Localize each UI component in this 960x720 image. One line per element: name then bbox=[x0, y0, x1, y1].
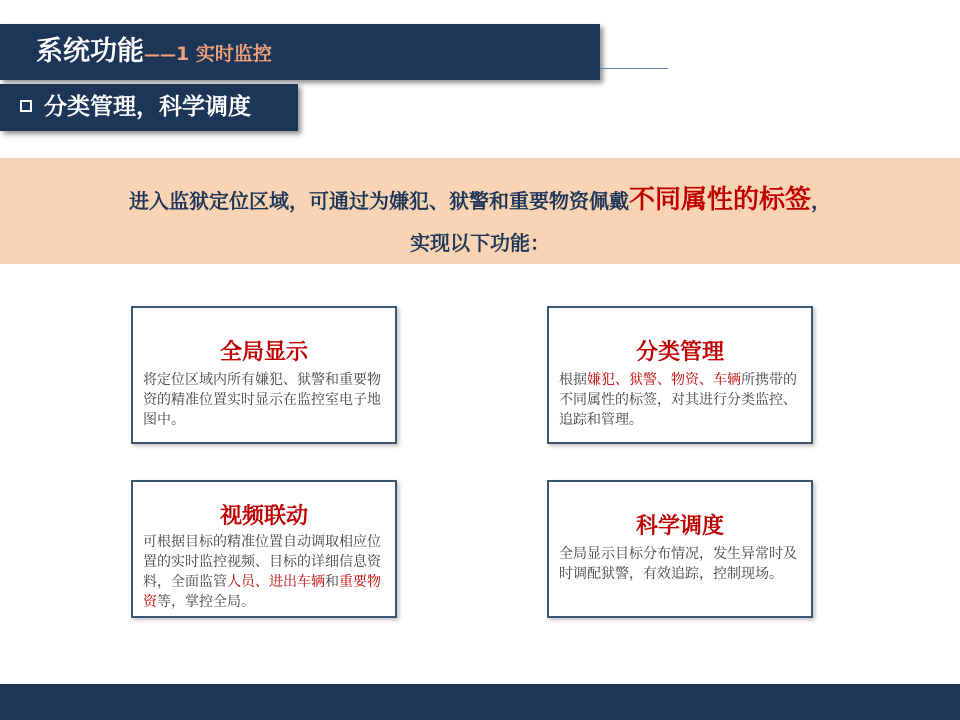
section-bar bbox=[0, 84, 298, 131]
card-title: 全局显示 bbox=[219, 340, 308, 365]
square-bullet-icon bbox=[20, 100, 32, 112]
feature-card-global-display bbox=[131, 306, 397, 444]
card-highlight: 、 bbox=[615, 372, 629, 388]
page-title bbox=[36, 32, 272, 75]
card-highlight: 嫌犯 bbox=[587, 372, 615, 388]
feature-card-classified-management bbox=[547, 306, 813, 444]
card-highlight: 、 bbox=[699, 372, 713, 388]
footer-bar bbox=[0, 684, 960, 720]
card-highlight: 物资 bbox=[671, 372, 699, 388]
title-dash: —— bbox=[144, 45, 176, 64]
card-text: 所携带的不同属性的标签，对其进行分类监控、追踪和管理。 bbox=[559, 372, 797, 428]
intro-line-1 bbox=[0, 180, 960, 221]
card-highlight: 、 bbox=[657, 372, 671, 388]
card-highlight: 、 bbox=[255, 574, 269, 590]
card-body bbox=[559, 370, 803, 430]
feature-card-scientific-dispatch bbox=[547, 480, 813, 618]
card-title: 分类管理 bbox=[635, 340, 724, 365]
intro-line-2: 实现以下功能： bbox=[410, 231, 550, 255]
title-bar bbox=[0, 24, 600, 80]
section-title: 分类管理，科学调度 bbox=[44, 94, 251, 120]
feature-card-video-linkage bbox=[131, 480, 397, 618]
card-text: 可根据目标的精准位置自动调取相应位置的实时监控视频、目标的详细信息资料，全面监管 bbox=[143, 534, 381, 590]
card-text: 等，掌控全局。 bbox=[157, 594, 255, 610]
card-highlight: 车辆 bbox=[713, 372, 741, 388]
intro-emphasis: 不同属性的标签 bbox=[628, 185, 811, 215]
page-subtitle: 1 实时监控 bbox=[176, 43, 272, 65]
card-title: 视频联动 bbox=[219, 504, 308, 529]
card-body: 将定位区域内所有嫌犯、狱警和重要物资的精准位置实时显示在监控室电子地图中。 bbox=[143, 372, 381, 428]
intro-suffix: ， bbox=[811, 189, 831, 213]
card-text: 和 bbox=[325, 574, 339, 590]
card-title: 科学调度 bbox=[635, 514, 724, 539]
card-highlight: 人员 bbox=[227, 574, 255, 590]
card-text: 根据 bbox=[559, 372, 587, 388]
intro-prefix: 进入监狱定位区域，可通过为嫌犯、狱警和重要物资佩戴 bbox=[128, 189, 629, 213]
intro-band bbox=[0, 158, 960, 264]
card-highlight: 狱警 bbox=[629, 372, 657, 388]
title-underline bbox=[600, 68, 668, 69]
card-highlight: 进出车辆 bbox=[269, 574, 325, 590]
card-highlight: 重要物资 bbox=[143, 574, 381, 610]
card-body bbox=[143, 532, 387, 612]
page-title-main: 系统功能 bbox=[36, 36, 144, 67]
card-body: 全局显示目标分布情况，发生异常时及时调配狱警，有效追踪，控制现场。 bbox=[559, 546, 797, 582]
